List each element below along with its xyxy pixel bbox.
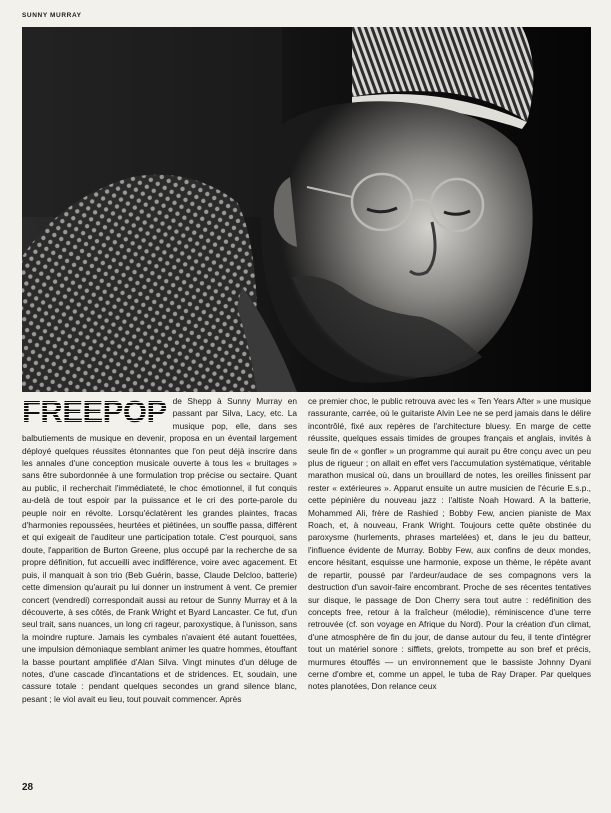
page-number: 28 xyxy=(22,782,34,793)
article-text-col1: de Shepp à Sunny Murray en passant par Silva, Lacy, etc. La musique pop, elle, dans ses balbutiements de musique en devenir, proposa en un éventail largement déployé quelques réussites étonnantes que l'on peut déjà inscrire dans les annales d'une conception musicale ouverte à tous les « bruitages » sans être subordonnée à une formulation trop précise ou sectaire. Quant au public, il recherchait l'immédiateté, le choc émotionnel, il fut conquis au-delà de tout espoir par la puissance et le cri des porte-parole du peuple noir en révolte. Lorsqu'éclatèrent les grandes plaintes, fracas d'harmonies repoussées, heurtées et piétinées, un souffle passa, différent et qui exigeait de l'auditeur une participation totale. C'est pourquoi, sans doute, l'apparition de Burton Greene, plus occupé par la recherche de sa propre définition, fut accueilli avec indifférence, voire avec agacement. Et puis, il manquait à son trio (Beb Guérin, basse, Claude Delcloo, batterie) cette dimension qu'aurait pu lui donner un instrument à vent. Ce premier concert (vendredi) correspondait aussi au retour de Sunny Murray et à la découverte, à ses côtés, de Frank Wright et Byard Lancaster. Ce fut, d'un seul trait, sans nuances, un long cri rageur, paroxystique, à l'unisson, sans la moindre rupture. Jamais les cymbales n'avaient été autant fouettées, une impulsion démoniaque semblant animer les quatre hommes, étouffant la basse pourtant amplifiée d'Alan Silva. Vingt minutes d'un déluge de notes, d'une cascade d'incantations et de stridences. Et, soudain, une cassure totale : pendant quelques secondes un grand silence blanc, pesant ; le viol avait eu lieu, tout pouvait commencer. Après xyxy=(22,396,297,704)
headline: FREEPOP xyxy=(22,394,167,429)
article-text-col2: ce premier choc, le public retrouva avec les « Ten Years After » une musique rassurante, carrée, où le guitariste Alvin Lee ne se perd jamais dans le délire incontrôlé, fixé aux repères de l'architecture bluesy. En marge de cette réussite, quelques essais timides de groupes français et anglais, invités à seule fin de « gonfler » un programme qui aurait pu être conçu avec un peu plus de rigueur ; on allait en effet vers l'accumulation systématique, véritable marathon musical où, dans un brouillard de notes, les oreilles finissent par rester « extérieures ». Apparut ensuite un autre musicien de l'écurie E.s.p., cette pépinière du nouveau jazz : l'altiste Noah Howard. A la batterie, Mohammed Ali, frère de Rashied ; Bobby Few, ancien pianiste de Max Roach, et, à nouveau, Frank Wright. Toujours cette quête obstinée du paroxysme (hurlements, phrases martelées) et, dans le jeu du batteur, l'influence évidente de Murray. Bobby Few, aux confins de deux mondes, encore hésitant, esquisse une harmonie, expose un thème, le répète avant de repartir, poussé par l'ardeur/audace de ses compagnons vers la destruction d'un savoir-faire encombrant. Proche de ses récentes tentatives sur disque, le passage de Don Cherry sera tout autre : redéfinition des concepts free, retour à la fraîcheur (mélodie), réminiscence d'une terre retrouvée (cf. son voyage en Afrique du Nord). Pour la création d'un climat, d'une atmosphère de fin du jour, de danse autour du feu, il tente d'intégrer tout un matériel sonore : sifflets, grelots, trompette au son bref et précis, murmures étouffés — un environnement que le bassiste Johnny Dyani cerne d'ombre et, comme un appel, le tuba de Ray Draper. Par quelques notes planotées, Don relance ceux xyxy=(308,396,591,692)
article-column-1 xyxy=(22,395,297,705)
article-column-2 xyxy=(308,395,591,693)
running-title: SUNNY MURRAY xyxy=(22,12,82,19)
photo-illustration xyxy=(22,27,591,392)
portrait-photo xyxy=(22,27,591,392)
